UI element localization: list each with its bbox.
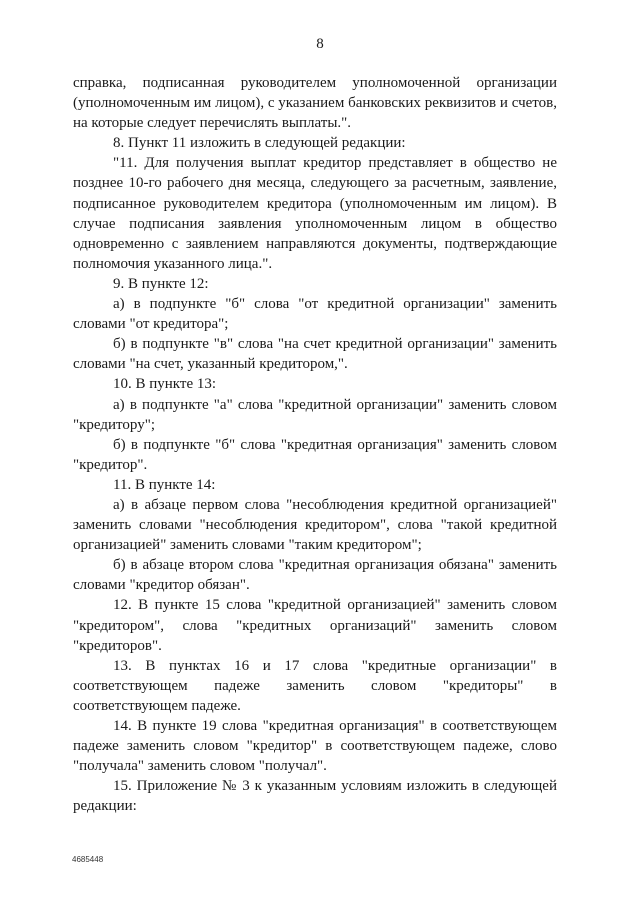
paragraph: а) в абзаце первом слова "несоблюдения кредитной организацией" заменить словами "несоблюдения кредитором", слова "такой кредитной организацией" заменить словами "таким кредитором"; xyxy=(73,496,557,554)
paragraph: б) в подпункте "б" слова "кредитная организация" заменить словом "кредитор". xyxy=(73,436,557,473)
document-code: 4685448 xyxy=(72,855,104,864)
paragraph: 8. Пункт 11 изложить в следующей редакции: xyxy=(113,135,406,152)
paragraph: а) в подпункте "а" слова "кредитной организации" заменить словом "кредитору"; xyxy=(73,396,557,433)
page-number: 8 xyxy=(316,36,324,52)
document-body xyxy=(73,73,557,816)
paragraph: 14. В пункте 19 слова "кредитная организация" в соответствующем падеже заменить словом "кредитор" в соответствующем падеже, слово "получала" заменить словом "получал". xyxy=(73,718,557,775)
paragraph: б) в подпункте "в" слова "на счет кредитной организации" заменить словами "на счет, указанный кредитором,". xyxy=(73,336,557,373)
paragraph: б) в абзаце втором слова "кредитная организация обязана" заменить словами "кредитор обязан". xyxy=(73,557,557,594)
paragraph: 11. В пункте 14: xyxy=(113,476,216,493)
paragraph: 12. В пункте 15 слова "кредитной организацией" заменить словом "кредитором", слова "кредитных организаций" заменить словом "кредиторов". xyxy=(73,597,557,654)
paragraph: справка, подписанная руководителем уполномоченной организации (уполномоченным им лицом), с указанием банковских реквизитов и счетов, на которые следует перечислять выплаты.". xyxy=(73,75,557,132)
paragraph: 10. В пункте 13: xyxy=(113,376,217,393)
paragraph: 15. Приложение № 3 к указанным условиям изложить в следующей редакции: xyxy=(73,778,557,815)
paragraph: а) в подпункте "б" слова "от кредитной организации" заменить словами "от кредитора"; xyxy=(73,296,557,333)
paragraph: 13. В пунктах 16 и 17 слова "кредитные организации" в соответствующем падеже заменить словом "кредиторы" в соответствующем падеже. xyxy=(73,657,557,714)
paragraph: 9. В пункте 12: xyxy=(113,275,209,292)
paragraph: "11. Для получения выплат кредитор представляет в общество не позднее 10-го рабочего дня месяца, следующего за расчетным, заявление, подписанное руководителем кредитора (уполномоченным им лицом). В случае подписания заявления уполномоченным лицом в общество одновременно с заявлением направляются документы, подтверждающие полномочия указанного лица.". xyxy=(73,155,557,272)
